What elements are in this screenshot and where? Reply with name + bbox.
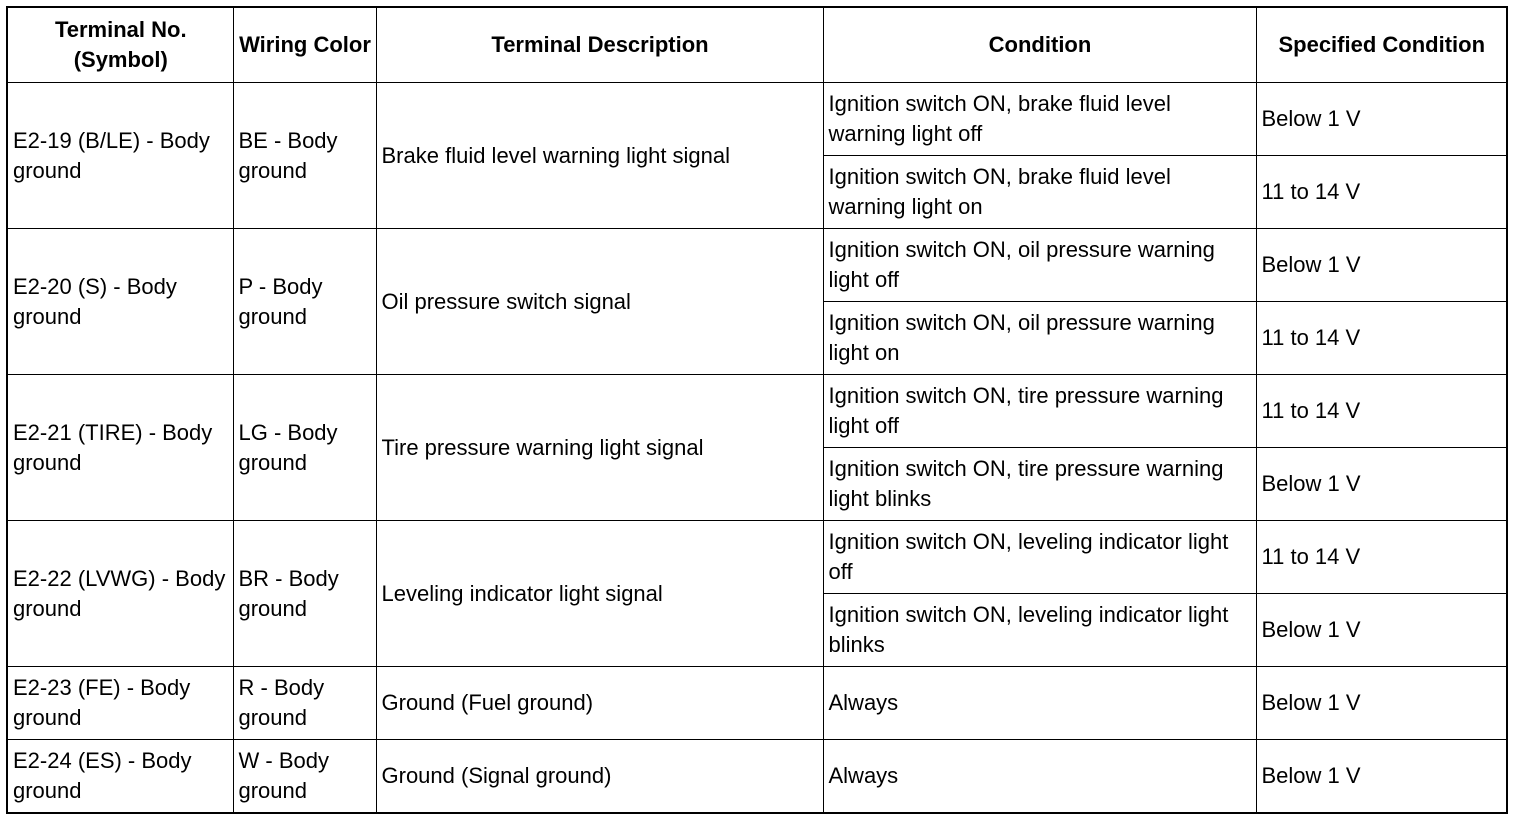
specified-condition-cell: 11 to 14 V bbox=[1256, 521, 1507, 594]
header-row bbox=[7, 7, 1507, 83]
wiring-color-cell: LG - Body ground bbox=[233, 375, 376, 521]
terminal-description-cell: Leveling indicator light signal bbox=[376, 521, 823, 667]
condition-cell: Always bbox=[823, 667, 1256, 740]
wiring-color-cell: BE - Body ground bbox=[233, 83, 376, 229]
condition-cell: Ignition switch ON, oil pressure warning light off bbox=[823, 229, 1256, 302]
wiring-color-cell: P - Body ground bbox=[233, 229, 376, 375]
header-condition: Condition bbox=[823, 7, 1256, 83]
specified-condition-cell: Below 1 V bbox=[1256, 448, 1507, 521]
terminal-table bbox=[6, 6, 1508, 814]
condition-cell: Ignition switch ON, brake fluid level warning light off bbox=[823, 83, 1256, 156]
table-row bbox=[7, 521, 1507, 594]
terminal-cell: E2-19 (B/LE) - Body ground bbox=[7, 83, 233, 229]
specified-condition-cell: Below 1 V bbox=[1256, 594, 1507, 667]
table-row bbox=[7, 229, 1507, 302]
wiring-color-cell: R - Body ground bbox=[233, 667, 376, 740]
terminal-description-cell: Brake fluid level warning light signal bbox=[376, 83, 823, 229]
terminal-description-cell: Ground (Signal ground) bbox=[376, 740, 823, 814]
specified-condition-cell: Below 1 V bbox=[1256, 740, 1507, 814]
table-row bbox=[7, 375, 1507, 448]
condition-cell: Always bbox=[823, 740, 1256, 814]
header-specified-condition: Specified Condition bbox=[1256, 7, 1507, 83]
wiring-color-cell: BR - Body ground bbox=[233, 521, 376, 667]
terminal-cell: E2-23 (FE) - Body ground bbox=[7, 667, 233, 740]
condition-cell: Ignition switch ON, leveling indicator light blinks bbox=[823, 594, 1256, 667]
header-wiring-color: Wiring Color bbox=[233, 7, 376, 83]
table-row bbox=[7, 740, 1507, 814]
terminal-description-cell: Oil pressure switch signal bbox=[376, 229, 823, 375]
table-row bbox=[7, 83, 1507, 156]
terminal-cell: E2-24 (ES) - Body ground bbox=[7, 740, 233, 814]
condition-cell: Ignition switch ON, leveling indicator light off bbox=[823, 521, 1256, 594]
terminal-description-cell: Ground (Fuel ground) bbox=[376, 667, 823, 740]
header-terminal: Terminal No. (Symbol) bbox=[7, 7, 233, 83]
header-terminal-description: Terminal Description bbox=[376, 7, 823, 83]
condition-cell: Ignition switch ON, tire pressure warning light blinks bbox=[823, 448, 1256, 521]
terminal-cell: E2-22 (LVWG) - Body ground bbox=[7, 521, 233, 667]
table-body bbox=[7, 83, 1507, 814]
specified-condition-cell: Below 1 V bbox=[1256, 229, 1507, 302]
specified-condition-cell: Below 1 V bbox=[1256, 667, 1507, 740]
specified-condition-cell: 11 to 14 V bbox=[1256, 302, 1507, 375]
specified-condition-cell: 11 to 14 V bbox=[1256, 375, 1507, 448]
terminal-cell: E2-21 (TIRE) - Body ground bbox=[7, 375, 233, 521]
terminal-description-cell: Tire pressure warning light signal bbox=[376, 375, 823, 521]
condition-cell: Ignition switch ON, oil pressure warning light on bbox=[823, 302, 1256, 375]
specified-condition-cell: Below 1 V bbox=[1256, 83, 1507, 156]
condition-cell: Ignition switch ON, brake fluid level warning light on bbox=[823, 156, 1256, 229]
table-row bbox=[7, 667, 1507, 740]
wiring-color-cell: W - Body ground bbox=[233, 740, 376, 814]
terminal-cell: E2-20 (S) - Body ground bbox=[7, 229, 233, 375]
condition-cell: Ignition switch ON, tire pressure warning light off bbox=[823, 375, 1256, 448]
specified-condition-cell: 11 to 14 V bbox=[1256, 156, 1507, 229]
